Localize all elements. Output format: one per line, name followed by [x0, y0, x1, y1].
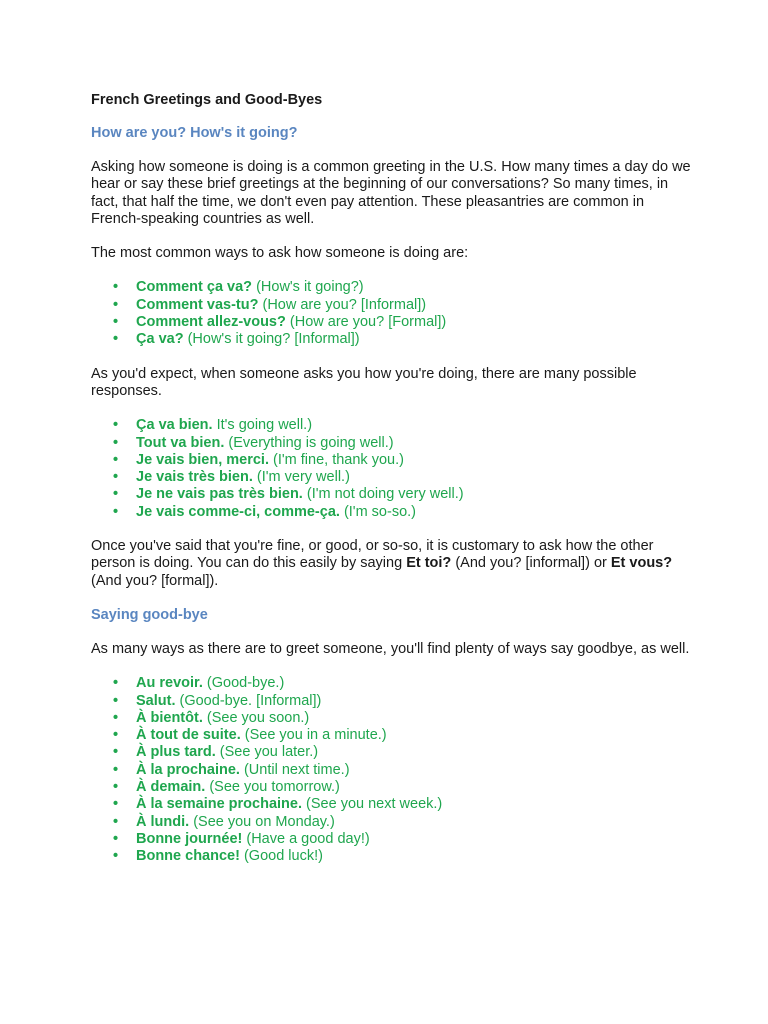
bullet-icon: •: [113, 486, 119, 503]
english-translation: (How are you? [Informal]): [258, 296, 427, 313]
list-item: [91, 297, 691, 314]
list-item: [91, 675, 691, 692]
english-translation: (See you soon.): [202, 709, 310, 726]
english-translation: (How's it going?): [252, 279, 364, 296]
bullet-icon: •: [113, 331, 119, 348]
responses-lead: As you'd expect, when someone asks you how you're doing, there are many possible responses.: [91, 365, 637, 399]
french-phrase: À lundi.: [136, 813, 190, 830]
list-item: [91, 452, 691, 469]
list-item: [91, 848, 691, 865]
followup-et-toi: Et toi?: [406, 555, 452, 572]
questions-lead: The most common ways to ask how someone is doing are:: [91, 245, 469, 262]
english-translation: (See you tomorrow.): [205, 779, 340, 796]
bullet-icon: •: [113, 761, 119, 778]
french-phrase: Comment vas-tu?: [136, 296, 259, 313]
bullet-icon: •: [113, 813, 119, 830]
english-translation: (I'm fine, thank you.): [269, 451, 404, 468]
french-phrase: Ça va?: [136, 331, 184, 348]
list-item: [91, 762, 691, 779]
english-translation: (I'm not doing very well.): [302, 486, 464, 503]
bullet-icon: •: [113, 692, 119, 709]
french-phrase: Comment allez-vous?: [136, 314, 286, 331]
french-phrase: À tout de suite.: [136, 727, 241, 744]
english-translation: (How are you? [Formal]): [285, 314, 447, 331]
goodbye-intro: As many ways as there are to greet someone, you'll find plenty of ways say goodbye, as well.: [91, 640, 690, 657]
list-item: [91, 727, 691, 744]
english-translation: (See you later.): [215, 744, 319, 761]
french-phrase: À plus tard.: [136, 744, 216, 761]
english-translation: (I'm very well.): [252, 469, 350, 486]
bullet-icon: •: [113, 279, 119, 296]
list-item: [91, 435, 691, 452]
english-translation: (See you on Monday.): [189, 813, 335, 830]
list-item: [91, 417, 691, 434]
french-phrase: À la semaine prochaine.: [136, 796, 303, 813]
bullet-icon: •: [113, 434, 119, 451]
english-translation: (I'm so-so.): [339, 503, 416, 520]
bullet-icon: •: [113, 848, 119, 865]
english-translation: It's going well.): [212, 417, 313, 434]
bullet-icon: •: [113, 830, 119, 847]
list-item: [91, 744, 691, 761]
english-translation: (Until next time.): [239, 761, 350, 778]
french-phrase: À demain.: [136, 779, 206, 796]
bullet-icon: •: [113, 469, 119, 486]
french-phrase: Je ne vais pas très bien.: [136, 486, 303, 503]
bullet-icon: •: [113, 796, 119, 813]
document-title: French Greetings and Good-Byes: [91, 92, 323, 108]
followup-text-c: (And you? [informal]) or: [451, 555, 611, 572]
farewells-list: [91, 675, 691, 865]
english-translation: (Good-bye. [Informal]): [175, 692, 322, 709]
intro-paragraph: Asking how someone is doing is a common greeting in the U.S. How many times a day do we hear or say these brief greetings at the beginning of our conversations? So many times, in fact, that half the time, we don't even pay attention. These pleasantries are common in French-speaking countries as well.: [91, 159, 691, 227]
list-item: [91, 796, 691, 813]
english-translation: (Good luck!): [239, 848, 323, 865]
english-translation: (Everything is going well.): [224, 434, 394, 451]
french-phrase: Je vais comme-ci, comme-ça.: [136, 503, 340, 520]
list-item: [91, 504, 691, 521]
list-item: [91, 279, 691, 296]
french-phrase: À bientôt.: [136, 709, 203, 726]
french-phrase: Je vais très bien.: [136, 469, 253, 486]
questions-list: [91, 279, 691, 348]
bullet-icon: •: [113, 503, 119, 520]
list-item: [91, 486, 691, 503]
french-phrase: Ça va bien.: [136, 417, 213, 434]
followup-paragraph: [91, 538, 691, 590]
list-item: [91, 710, 691, 727]
responses-list: [91, 417, 691, 521]
followup-text-e: (And you? [formal]).: [91, 572, 219, 589]
english-translation: (See you in a minute.): [240, 727, 387, 744]
bullet-icon: •: [113, 709, 119, 726]
section-heading-how-are-you: How are you? How's it going?: [91, 125, 298, 141]
bullet-icon: •: [113, 451, 119, 468]
list-item: [91, 814, 691, 831]
french-phrase: Salut.: [136, 692, 176, 709]
english-translation: (How's it going? [Informal]): [183, 331, 360, 348]
french-phrase: Bonne chance!: [136, 848, 240, 865]
french-phrase: Bonne journée!: [136, 830, 243, 847]
followup-et-vous: Et vous?: [610, 555, 673, 572]
list-item: [91, 693, 691, 710]
bullet-icon: •: [113, 727, 119, 744]
document-page: [91, 92, 691, 866]
bullet-icon: •: [113, 296, 119, 313]
list-item: [91, 331, 691, 348]
list-item: [91, 779, 691, 796]
french-phrase: À la prochaine.: [136, 761, 240, 778]
bullet-icon: •: [113, 417, 119, 434]
bullet-icon: •: [113, 675, 119, 692]
section-heading-saying-goodbye: Saying good-bye: [91, 606, 208, 623]
french-phrase: Je vais bien, merci.: [136, 451, 269, 468]
followup-text-a: Once you've said that you're fine, or good, or so-so, it is customary to ask how the other person is doing. You can do this easily by saying: [91, 538, 654, 572]
french-phrase: Au revoir.: [136, 675, 203, 692]
english-translation: (See you next week.): [302, 796, 443, 813]
english-translation: (Have a good day!): [242, 830, 370, 847]
french-phrase: Tout va bien.: [136, 434, 225, 451]
list-item: [91, 831, 691, 848]
list-item: [91, 469, 691, 486]
bullet-icon: •: [113, 314, 119, 331]
bullet-icon: •: [113, 779, 119, 796]
list-item: [91, 314, 691, 331]
bullet-icon: •: [113, 744, 119, 761]
english-translation: (Good-bye.): [202, 675, 285, 692]
french-phrase: Comment ça va?: [136, 279, 253, 296]
